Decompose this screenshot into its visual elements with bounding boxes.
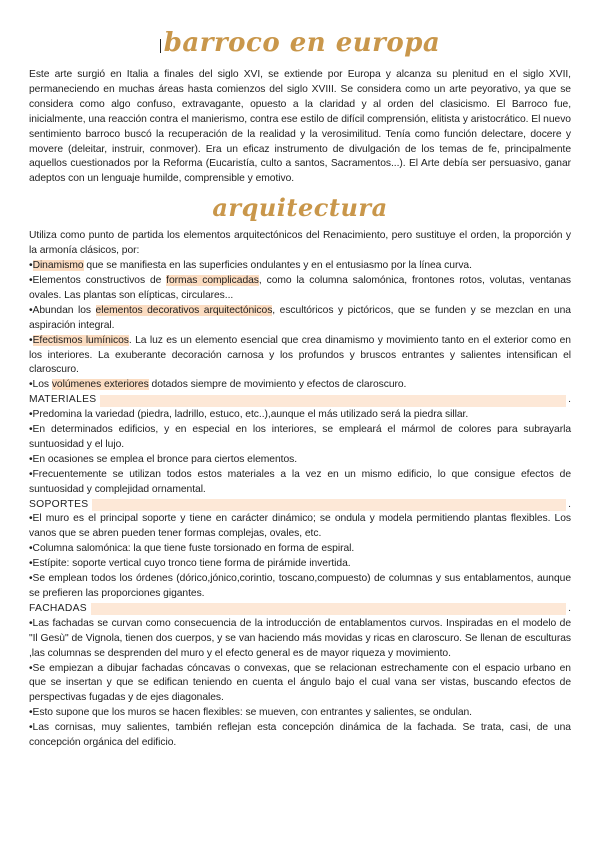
highlighted-term: volúmenes exteriores (51, 379, 149, 391)
list-item: •Las cornisas, muy salientes, también reflejan esta concepción dinámica de la fachada. Se trata, casi, de una concepción orgánica del edificio. (29, 722, 571, 749)
text-cursor (160, 39, 161, 53)
list-item: •En ocasiones se emplea el bronce para ciertos elementos. (29, 453, 298, 465)
list-item: •El muro es el principal soporte y tiene en carácter dinámico; se ondula y modela permitiendo plantas flexibles. Los vanos que se abren pueden tener formas complejas, ovales, etc. (29, 513, 571, 540)
list-item: •Las fachadas se curvan como consecuencia de la introducción de entablamentos curvos. Inspiradas en el modelo de "Il Gesù" de Vignola, tienen dos cuerpos, y se van haciendo más movidas y ricas en claroscuro. Se llenan de esculturas ,las columnas se desprenden del muro y el efecto general es de mayor riqueza y movimiento. (29, 617, 571, 659)
section-highlight-bar (92, 499, 566, 511)
arch-item: •Abundan los elementos decorativos arquitectónicos, escultóricos y pictóricos, que se funden y se mezclan en una aspiración integral. (29, 304, 571, 331)
section-dot: . (568, 498, 571, 510)
section-title-arquitectura: arquitectura (212, 193, 388, 223)
section-label: MATERIALES (29, 394, 97, 406)
list-item: •Predomina la variedad (piedra, ladrillo, estuco, etc..),aunque el más utilizado será la piedra sillar. (29, 409, 469, 421)
section-label: FACHADAS (29, 602, 87, 614)
section-dot: . (568, 602, 571, 614)
arch-intro-paragraph: Utiliza como punto de partida los elementos arquitectónicos del Renacimiento, pero sustituye el orden, la proporción y la armonía clásicos, por: (29, 230, 571, 257)
list-item: •Se emplean todos los órdenes (dórico,jónico,corintio, toscano,compuesto) de columnas y sus entablamentos, aunque se prefieren las proporciones gigantes. (29, 573, 571, 599)
arch-item: •Elementos constructivos de formas complicadas, como la columna salomónica, frontones rotos, volutas, ventanas ovales. Las plantas son elípticas, circulares... (29, 274, 571, 301)
list-item: •En determinados edificios, y en especial en los interiores, se empleará el mármol de colores para subrayarla suntuosidad y el lujo. (29, 424, 571, 450)
list-item: •Frecuentemente se utilizan todos estos materiales a la vez en un mismo edificio, lo que consigue efectos de suntuosidad y complejidad ornamental. (29, 468, 571, 495)
list-item: •Columna salomónica: la que tiene fuste torsionado en forma de espiral. (29, 543, 355, 555)
section-highlight-bar (91, 603, 566, 615)
section-dot: . (568, 394, 571, 406)
document-title-text: barroco en europa (163, 28, 441, 58)
arch-item: •Efectismos lumínicos. La luz es un elemento esencial que crea dinamismo y movimiento tanto en el exterior como en los interiores. La exuberante decoración carnosa y los profundos y bruscos entrantes y salientes intensifican el claroscuro. (29, 334, 571, 376)
highlighted-term: elementos decorativos arquitectónicos (95, 304, 273, 316)
list-item: •Se empiezan a dibujar fachadas cóncavas o convexas, que se relacionan estrechamente con el espacio urbano en que se insertan y que se edifican teniendo en cuenta el ángulo bajo el cual vana ser vistas, buscando efectos de perspectivas fugadas y de ejes diagonales. (29, 662, 571, 704)
list-item: •Esto supone que los muros se hacen flexibles: se mueven, con entrantes y salientes, se ondulan. (29, 707, 472, 719)
highlighted-term: formas complicadas (166, 274, 259, 286)
section-highlight-bar (100, 395, 566, 407)
arch-item: •Dinamismo que se manifiesta en las superficies ondulantes y en el entusiasmo por la línea curva. (29, 260, 472, 272)
highlighted-term: Dinamismo (32, 260, 84, 272)
document-title (29, 0, 571, 64)
arch-items-list (29, 259, 571, 393)
highlighted-term: Efectismos lumínicos (32, 334, 129, 346)
list-item: •Estípite: soporte vertical cuyo tronco tiene forma de pirámide invertida. (29, 558, 351, 570)
section-header-materiales (29, 393, 571, 408)
section-header-soportes (29, 498, 571, 513)
section-label: SOPORTES (29, 498, 89, 510)
intro-paragraph: Este arte surgió en Italia a finales del siglo XVI, se extiende por Europa y alcanza su plenitud en el siglo XVII, permaneciendo en muchas áreas hasta comienzos del siglo XVIII. Se considera como un arte peyorativo, ya que se considera como algo confuso, extravagante, opuesto a la claridad y al orden del clasicismo. El Barroco fue, inicialmente, una reacción contra el manierismo, contra ese estilo de difícil comprensión, elitista y aristocrático. El nuevo sentimiento barroco buscó la recuperación de la realidad y la verosimilitud. Tenía como función delectare, docere y movere (deleitar, instruir, conmover). Era un eficaz instrumento de divulgación de los temas de fe, principalmente aquellos cuestionados por la Reforma (Eucaristía, culto a santos, Sacramentos...). El Arte debía ser persuasivo, ganar adeptos con un lenguaje humilde, comprensible y emotivo. (29, 69, 571, 185)
arch-item: •Los volúmenes exteriores dotados siempre de movimiento y efectos de claroscuro. (29, 379, 407, 391)
section-header-fachadas (29, 602, 571, 617)
